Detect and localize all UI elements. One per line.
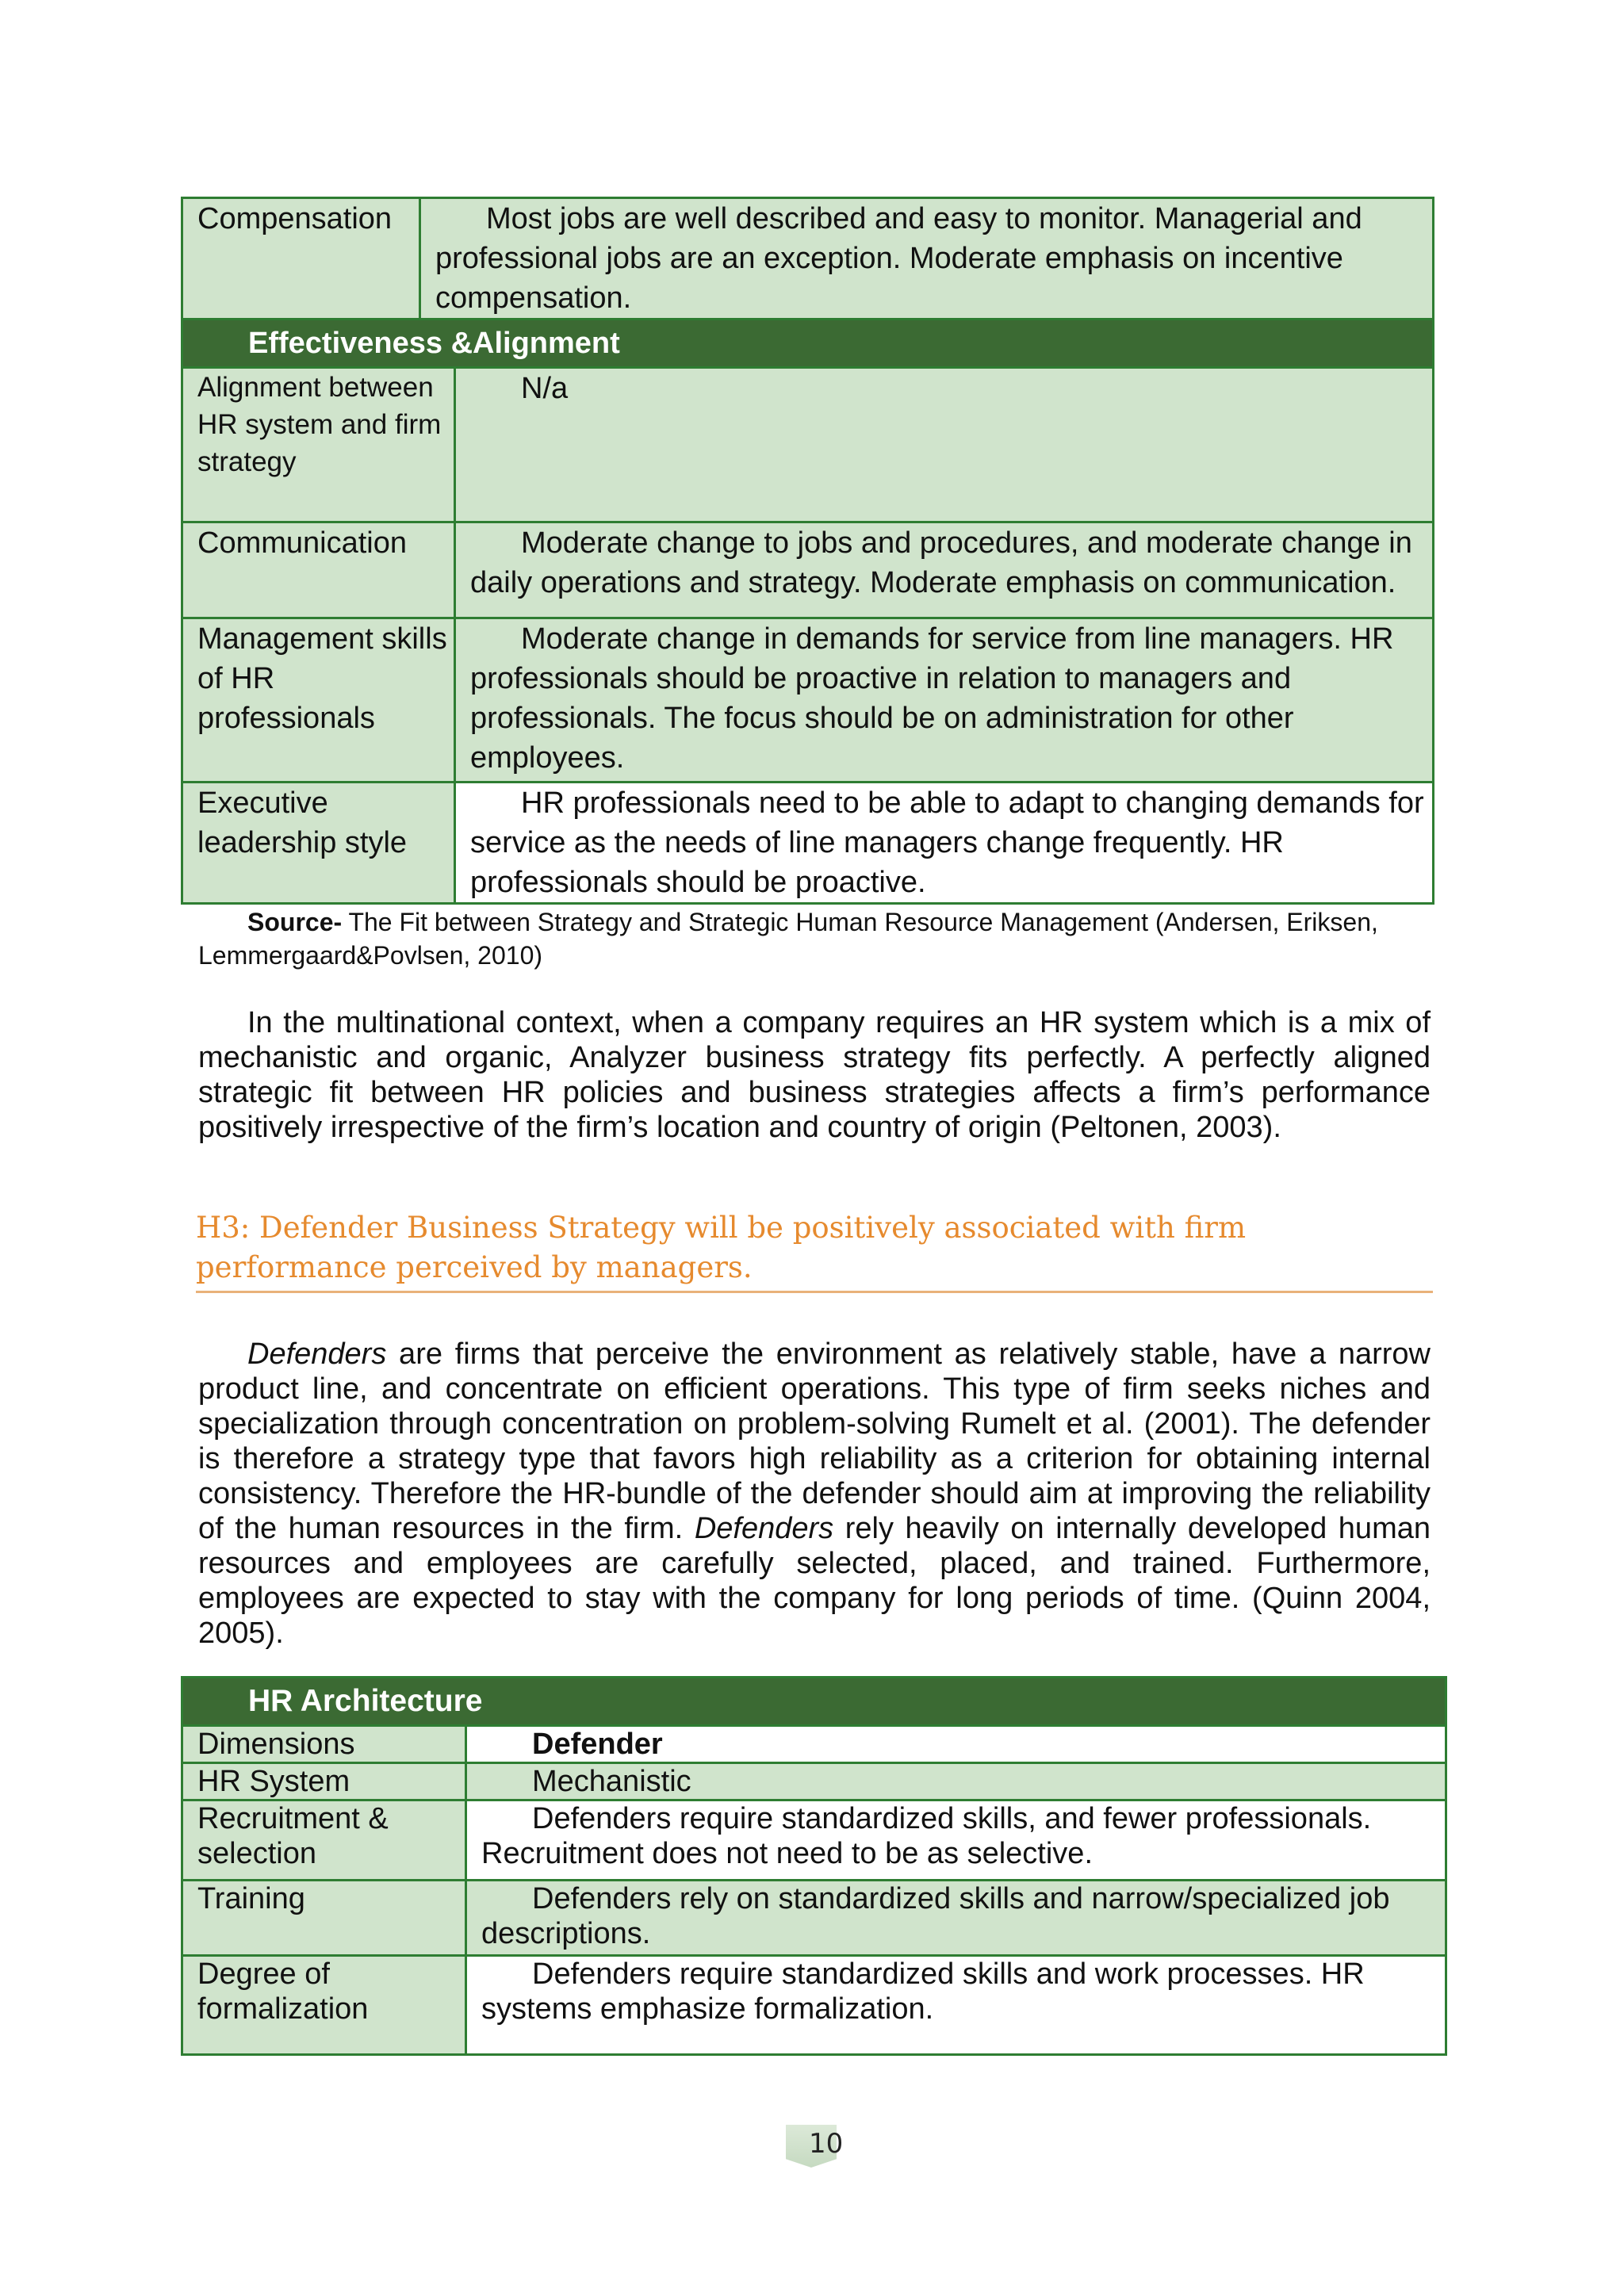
table-row	[182, 1800, 1446, 1881]
row-label: Training	[182, 1881, 466, 1956]
row-value: Defender	[466, 1726, 1446, 1763]
row-label: Compensation	[182, 198, 420, 320]
emphasis: Defenders	[247, 1337, 387, 1371]
row-label: Alignment between HR system and firm strategy	[182, 368, 455, 522]
table-row	[182, 1763, 1446, 1800]
table-row	[182, 368, 1434, 522]
table-row	[182, 198, 1434, 320]
table-row	[182, 618, 1434, 783]
row-label: Degree of formalization	[182, 1956, 466, 2055]
row-value: Mechanistic	[466, 1763, 1446, 1800]
hr-architecture-table	[181, 1676, 1447, 2056]
source-citation	[198, 905, 1435, 972]
row-value: Defenders require standardized skills and work processes. HR systems emphasize formalization.	[466, 1956, 1446, 2055]
row-value: N/a	[455, 368, 1434, 522]
row-value: Moderate change to jobs and procedures, and moderate change in daily operations and strategy. Moderate emphasis on communication.	[455, 522, 1434, 618]
table-header-row	[182, 1678, 1446, 1726]
row-label: Recruitment & selection	[182, 1800, 466, 1881]
section-header-row	[182, 320, 1434, 368]
strategy-fit-table	[181, 197, 1434, 369]
row-label: HR System	[182, 1763, 466, 1800]
emphasis: Defenders	[694, 1512, 834, 1545]
row-label: Executive leadership style	[182, 783, 455, 904]
row-label: Communication	[182, 522, 455, 618]
table-row	[182, 1881, 1446, 1956]
table-row	[182, 783, 1434, 904]
section-header: Effectiveness &Alignment	[182, 320, 1434, 368]
table-header: HR Architecture	[182, 1678, 1446, 1726]
row-label: Management skills of HR professionals	[182, 618, 455, 783]
row-value: Moderate change in demands for service from line managers. HR professionals should be proactive in relation to managers and professionals. The focus should be on administration for other employees.	[455, 618, 1434, 783]
page-number: 10	[809, 2128, 844, 2160]
alignment-table	[181, 366, 1434, 905]
source-text: The Fit between Strategy and Strategic Human Resource Management (Andersen, Eriksen, Lemmergaard&Povlsen, 2010)	[198, 908, 1378, 970]
table-row	[182, 1956, 1446, 2055]
row-value: Defenders rely on standardized skills and narrow/specialized job descriptions.	[466, 1881, 1446, 1956]
row-value: HR professionals need to be able to adapt to changing demands for service as the needs of line managers change frequently. HR professionals should be proactive.	[455, 783, 1434, 904]
source-label: Source-	[247, 908, 343, 936]
row-label: Dimensions	[182, 1726, 466, 1763]
table-row	[182, 522, 1434, 618]
section-heading: H3: Defender Business Strategy will be positively associated with firm performance perceived by managers.	[196, 1208, 1433, 1293]
body-paragraph: In the multinational context, when a company requires an HR system which is a mix of mechanistic and organic, Analyzer business strategy fits perfectly. A perfectly aligned strategic fit between HR policies and business strategies affects a firm’s performance positively irrespective of the firm’s location and country of origin (Peltonen, 2003).	[198, 1006, 1431, 1144]
table-row	[182, 1726, 1446, 1763]
body-paragraph: Defenders are firms that perceive the environment as relatively stable, have a narrow product line, and concentrate on efficient operations. This type of firm seeks niches and specialization through concentration on problem-solving Rumelt et al. (2001). The defender is therefore a strategy type that favors high reliability as a criterion for obtaining internal consistency. Therefore the HR-bundle of the defender should aim at improving the reliability of the human resources in the firm. Defenders rely heavily on internally developed human resources and employees are carefully selected, placed, and trained. Furthermore, employees are expected to stay with the company for long periods of time. (Quinn 2004, 2005).	[198, 1337, 1431, 1650]
row-value: Defenders require standardized skills, and fewer professionals. Recruitment does not need to be as selective.	[466, 1800, 1446, 1881]
row-value: Most jobs are well described and easy to monitor. Managerial and professional jobs are an exception. Moderate emphasis on incentive compensation.	[420, 198, 1434, 320]
